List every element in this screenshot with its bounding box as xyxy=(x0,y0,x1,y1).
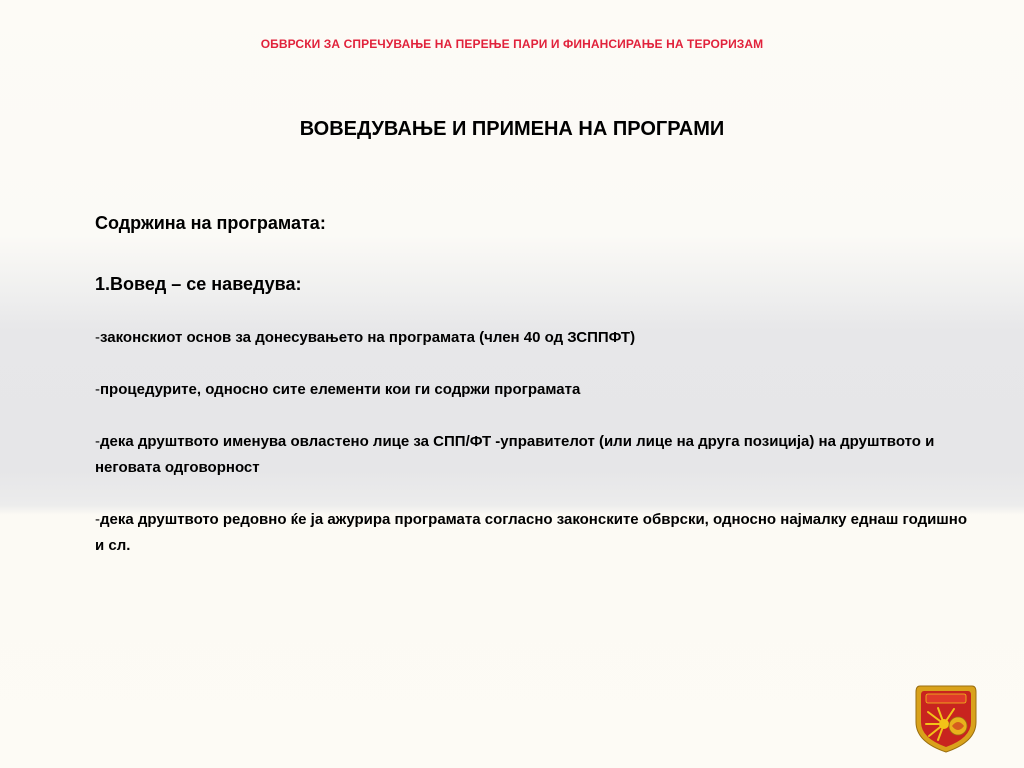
slide-title: ВОВЕДУВАЊЕ И ПРИМЕНА НА ПРОГРАМИ xyxy=(299,118,725,140)
bullet-text: процедурите, односно сите елементи кои ги содржи програмата xyxy=(100,381,581,398)
header-title: ОБВРСКИ ЗА СПРЕЧУВАЊЕ НА ПЕРЕЊЕ ПАРИ И ФИНАНСИРАЊЕ НА ТЕРОРИЗАМ xyxy=(260,37,764,51)
bullet-marker: - xyxy=(95,381,100,398)
shield-emblem-icon xyxy=(914,682,978,754)
section-heading: Содржина на програмата: xyxy=(95,213,326,233)
slide-content xyxy=(95,210,975,585)
bullet-marker: - xyxy=(95,511,100,528)
bullet-list xyxy=(95,325,975,559)
bullet-item xyxy=(95,429,975,481)
bullet-item xyxy=(95,325,975,351)
bullet-item xyxy=(95,507,975,559)
bullet-text: дека друштвото редовно ќе ја ажурира програмата согласно законските обврски, односно најмалку еднаш годишно и сл. xyxy=(95,511,968,554)
bullet-marker: - xyxy=(95,329,100,346)
subsection-heading: 1.Вовед – се наведува: xyxy=(95,274,302,294)
bullet-item xyxy=(95,377,975,403)
bullet-marker: - xyxy=(95,433,100,450)
bullet-text: законскиот основ за донесувањето на програмата (член 40 од ЗСППФТ) xyxy=(100,329,636,346)
bullet-text: дека друштвото именува овластено лице за СПП/ФТ -управителот (или лице на друга позиција) на друштвото и неговата одговорност xyxy=(95,433,935,476)
